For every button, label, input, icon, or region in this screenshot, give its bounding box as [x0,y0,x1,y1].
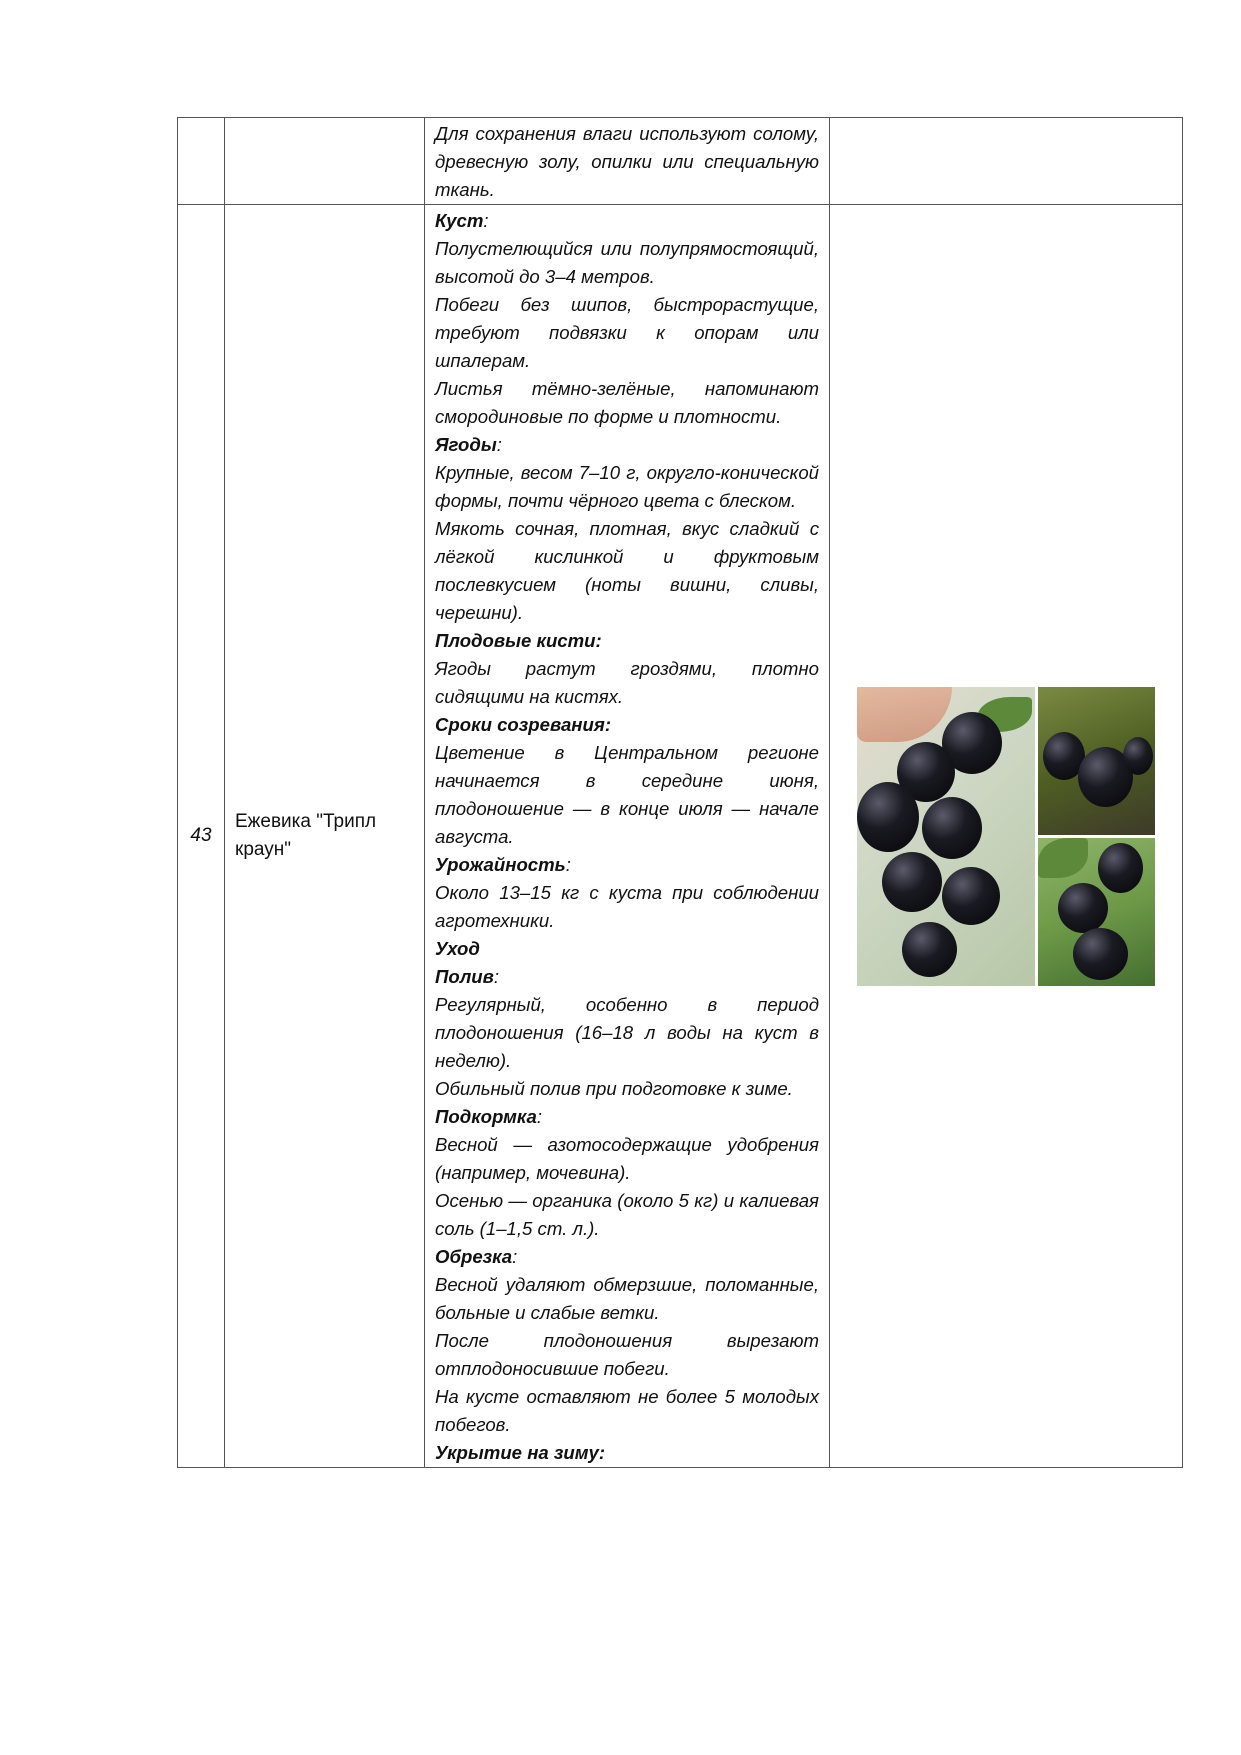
description-line [435,1327,819,1383]
table-row [178,118,1183,205]
description-line [435,879,819,935]
description-text-span: Для сохранения влаги используют солому, древесную золу, опилки или специальную ткань. [435,123,819,200]
description-heading: Обрезка [435,1246,513,1267]
description-line [435,1383,819,1439]
blackberry-hand-photo [857,687,1035,986]
description-text-span: Полустелющийся или полупрямостоящий, высотой до 3–4 метров. [435,238,819,287]
description-text-span: : [496,434,502,455]
description-line [435,627,819,655]
row-number-cell [178,118,225,205]
description-text [425,118,829,204]
description-heading: Подкормка [435,1106,537,1127]
hand-shape [857,687,952,742]
blackberry-leaves-photo [1038,838,1155,986]
description-line [435,1103,819,1131]
description-line [435,235,819,291]
description-text-span: Ягоды растут гроздями, плотно сидящими на кистях. [435,658,819,707]
description-text-span: Весной — азотосодержащие удобрения (например, мочевина). [435,1134,819,1183]
berry-shape [1098,843,1143,893]
description-line [435,1131,819,1187]
description-heading: Уход [435,938,480,959]
description-heading: Ягоды [435,434,497,455]
description-line [435,711,819,739]
blackberry-photo-collage [857,687,1155,986]
blackberry-branch-photo [1038,687,1155,835]
description-text [425,205,829,1467]
description-line [435,963,819,991]
row-number-cell: 43 [178,205,225,1468]
description-heading: Сроки созревания: [435,714,612,735]
description-line [435,1243,819,1271]
description-text-span: Мякоть сочная, плотная, вкус сладкий с лёгкой кислинкой и фруктовым послевкусием (ноты вишни, сливы, черешни). [435,518,819,623]
variety-table [177,117,1183,1468]
description-line [435,207,819,235]
description-heading: Укрытие на зиму: [435,1442,606,1463]
description-text-span: Обильный полив при подготовке к зиме. [435,1078,793,1099]
description-line [435,1439,819,1467]
description-heading: Куст [435,210,484,231]
berry-shape [1058,883,1108,933]
berry-shape [882,852,942,912]
table-row [178,205,1183,1468]
description-line [435,1187,819,1243]
description-text-span: : [512,1246,518,1267]
leaf-shape [1038,838,1088,878]
description-cell [425,118,830,205]
photo-cell [830,205,1183,1468]
berry-shape [922,797,982,859]
description-text-span: Весной удаляют обмерзшие, поломанные, больные и слабые ветки. [435,1274,819,1323]
description-heading: Урожайность [435,854,566,875]
description-cell [425,205,830,1468]
berry-shape [942,867,1000,925]
description-line [435,739,819,851]
description-line [435,459,819,515]
description-text-span: Осенью — органика (около 5 кг) и калиевая соль (1–1,5 ст. л.). [435,1190,819,1239]
description-line [435,1075,819,1103]
description-line [435,935,819,963]
description-text-span: На кусте оставляют не более 5 молодых побегов. [435,1386,819,1435]
description-line [435,1271,819,1327]
berry-shape [1073,928,1128,980]
berry-shape [902,922,957,977]
description-text-span: : [483,210,489,231]
description-line [435,120,819,204]
description-line [435,431,819,459]
variety-name-cell: Ежевика "Трипл краун" [225,205,425,1468]
description-line [435,851,819,879]
description-line [435,655,819,711]
description-text-span: Около 13–15 кг с куста при соблюдении агротехники. [435,882,819,931]
description-heading: Плодовые кисти: [435,630,602,651]
description-line [435,291,819,375]
description-text-span: Листья тёмно-зелёные, напоминают смородиновые по форме и плотности. [435,378,819,427]
berry-shape [857,782,919,852]
berry-shape [1123,737,1153,775]
variety-name-cell [225,118,425,205]
photo-cell [830,118,1183,205]
description-heading: Полив [435,966,494,987]
description-text-span: : [536,1106,543,1127]
description-text-span: После плодоношения вырезают отплодоносившие побеги. [435,1330,819,1379]
description-line [435,515,819,627]
description-text-span: Регулярный, особенно в период плодоношения (16–18 л воды на куст в неделю). [435,994,819,1071]
description-text-span: Цветение в Центральном регионе начинается в середине июня, плодоношение — в конце июля — начале августа. [435,742,819,847]
description-text-span: Крупные, весом 7–10 г, округло-конической формы, почти чёрного цвета с блеском. [435,462,819,511]
description-line [435,375,819,431]
description-text-span: : [493,966,500,987]
description-text-span: : [565,854,571,875]
description-line [435,991,819,1075]
description-text-span: Побеги без шипов, быстрорастущие, требуют подвязки к опорам или шпалерам. [435,294,819,371]
